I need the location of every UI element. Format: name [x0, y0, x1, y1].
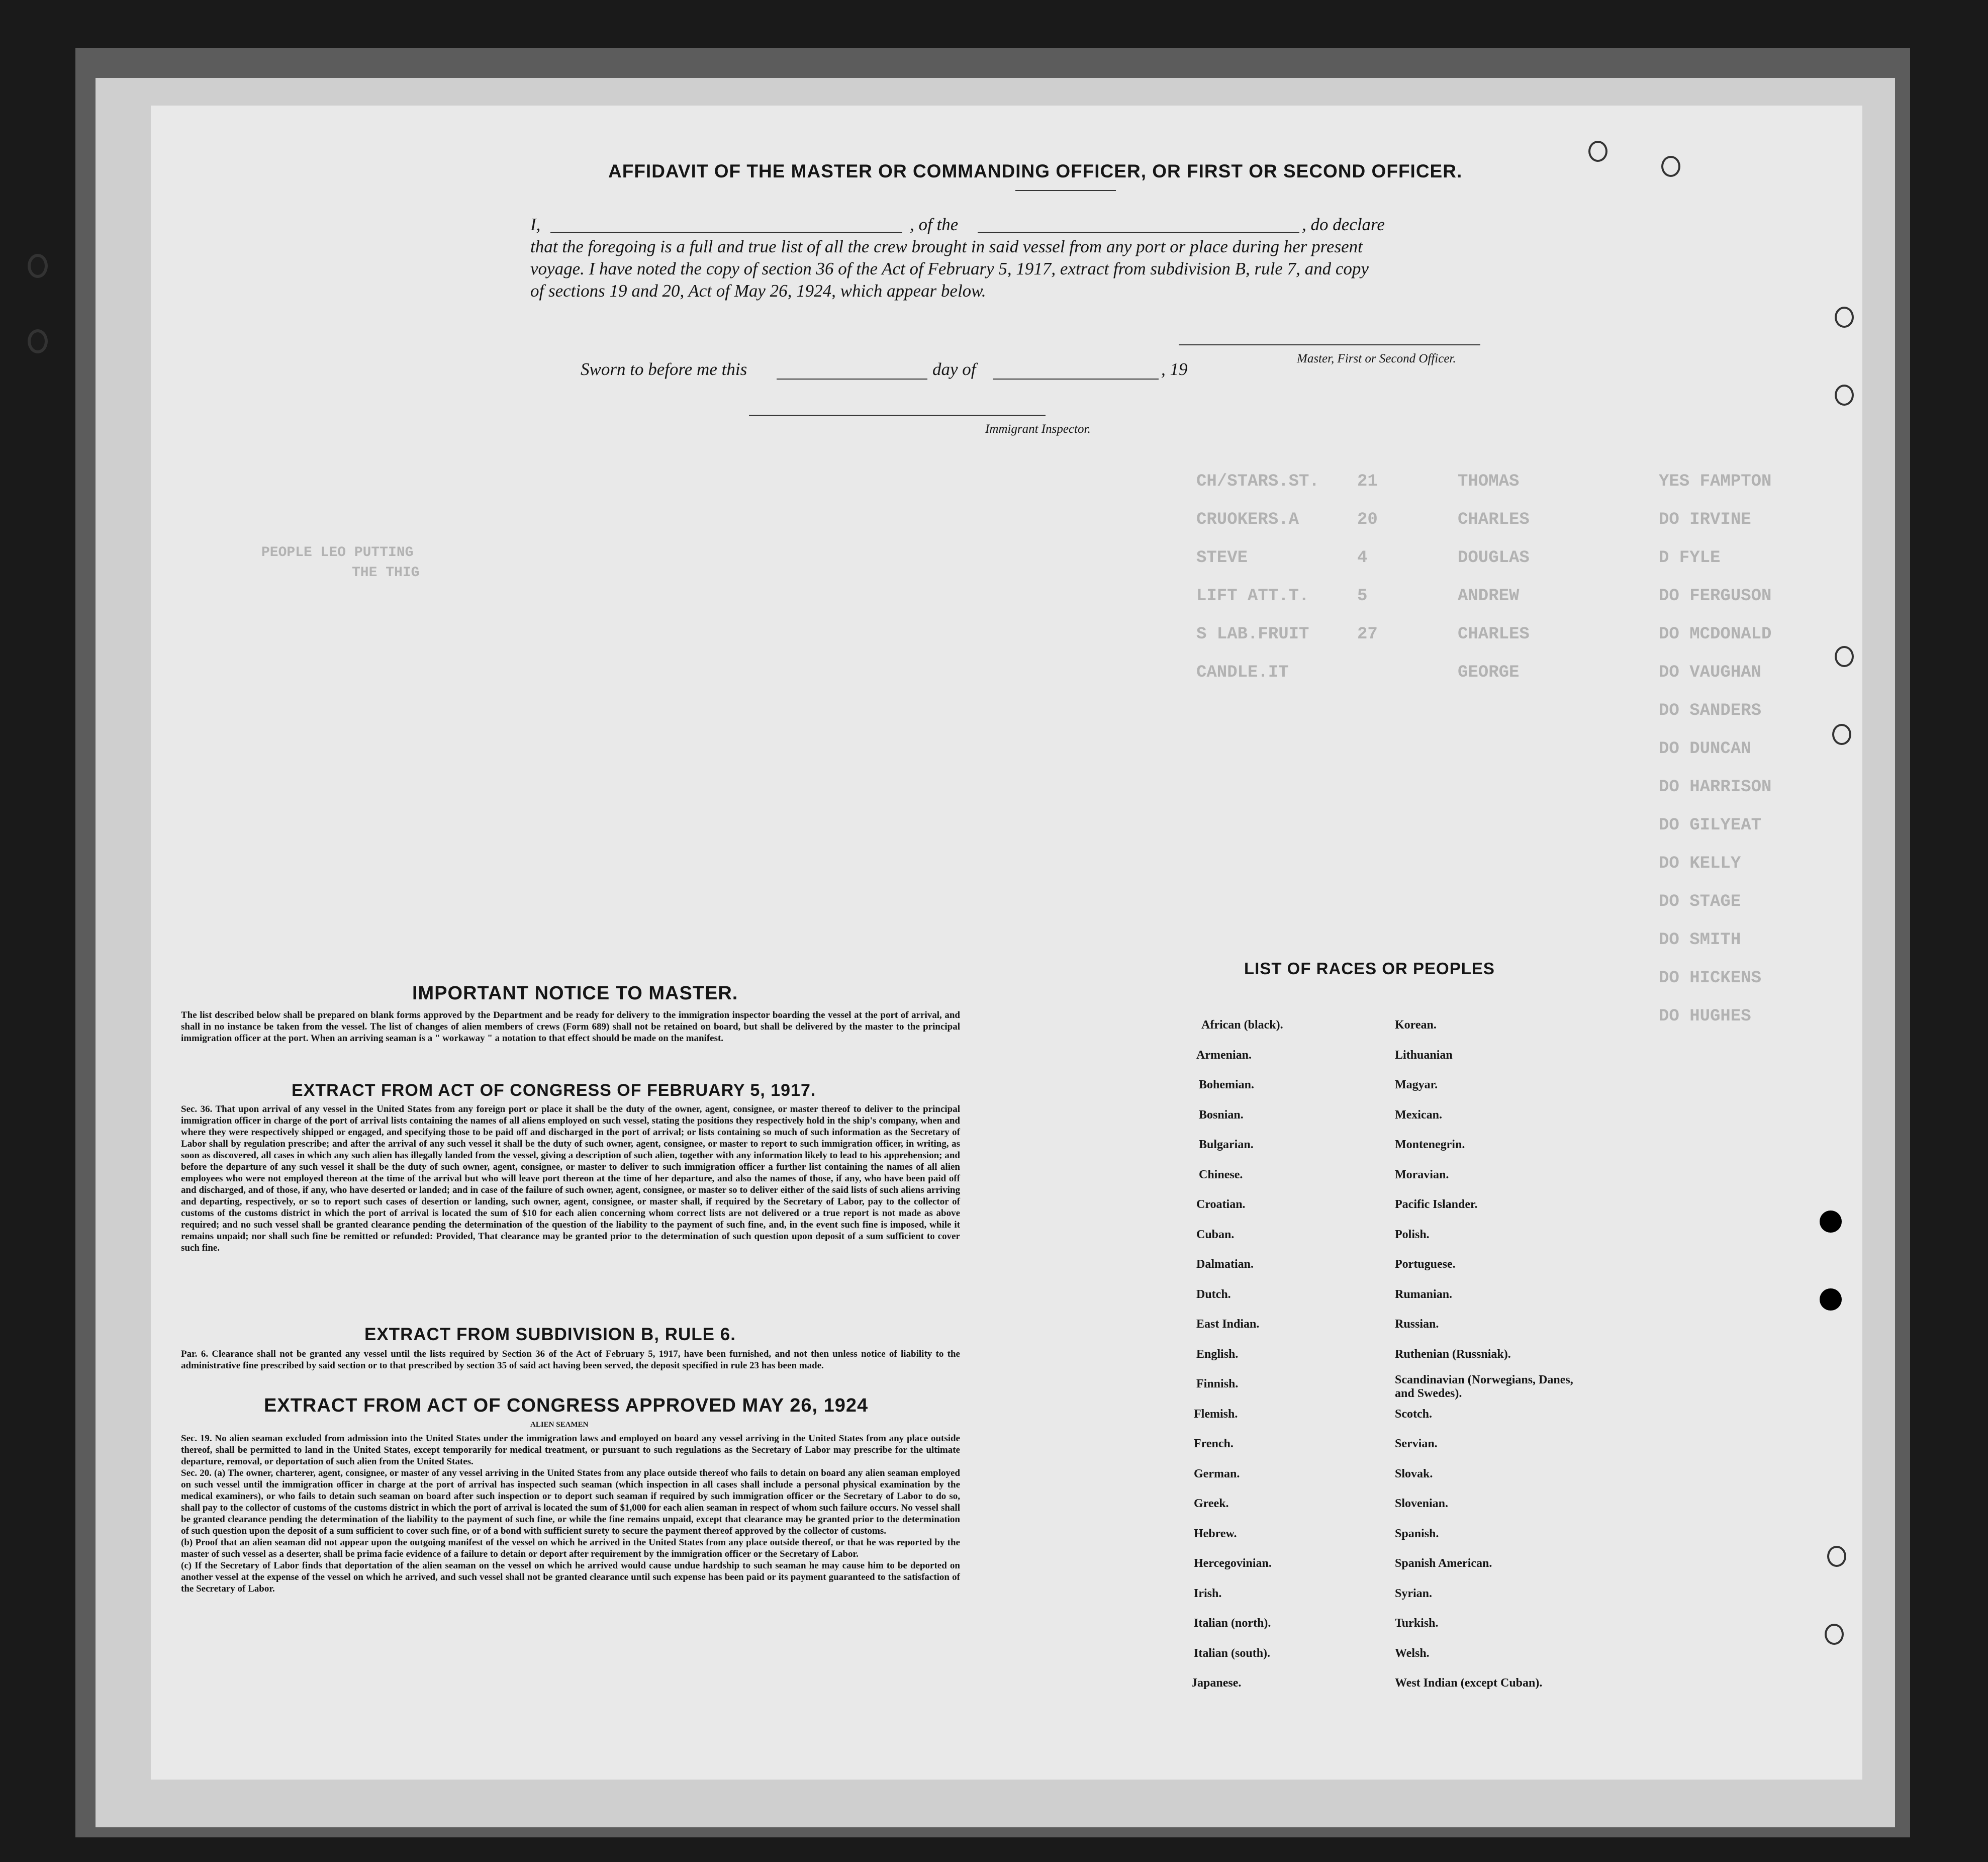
race-item: Servian.	[1395, 1437, 1438, 1450]
punch-hole-ring	[1835, 385, 1854, 406]
race-item: Syrian.	[1395, 1587, 1433, 1600]
race-item: Italian (south).	[1194, 1646, 1271, 1660]
affidavit-line-4: of sections 19 and 20, Act of May 26, 1924, which appear below.	[530, 281, 986, 301]
race-item: French.	[1194, 1437, 1234, 1450]
punch-hole	[1820, 1288, 1842, 1311]
punch-hole	[1820, 1211, 1842, 1233]
race-item: Scotch.	[1395, 1407, 1432, 1421]
race-item: Armenian.	[1196, 1048, 1252, 1062]
race-item: Irish.	[1194, 1587, 1222, 1600]
vessel-name-field[interactable]	[978, 232, 1299, 233]
race-item: Lithuanian	[1395, 1048, 1453, 1062]
race-item: Ruthenian (Russniak).	[1395, 1347, 1511, 1361]
race-item: Italian (north).	[1194, 1617, 1271, 1630]
sec-20b: (b) Proof that an alien seaman did not appear upon the outgoing manifest of the vessel on which he arrived in the United States from any place outside thereof, or that he was reported by the master of such vessel as a deserter, shall be prima facie evidence of a failure to detain or deport after requirement by the immigration officer or the Secretary of Labor.	[181, 1537, 960, 1559]
race-item: East Indian.	[1196, 1318, 1260, 1331]
race-item: Rumanian.	[1395, 1287, 1453, 1301]
race-item: Russian.	[1395, 1318, 1439, 1331]
race-item: Moravian.	[1395, 1168, 1449, 1181]
bleed-through-ages: 21 20 4 5 27	[1357, 472, 1378, 644]
race-item: Japanese.	[1191, 1677, 1242, 1690]
master-label: Master, First or Second Officer.	[1297, 352, 1456, 365]
race-item: Spanish.	[1395, 1527, 1439, 1540]
notice-body: The list described below shall be prepared on blank forms approved by the Department and be ready for delivery to the immigration inspector boarding the vessel at the port of arrival, and shall in no instance be taken from the vessel. The list of changes of alien members of crews (Form 689) shall not be retained on board, but shall be delivered by the master to the principal immigration officer at the port. When an arriving seaman is a " workaway " a notation to that effect should be made on the manifest.	[181, 1010, 960, 1044]
races-left-column	[1191, 1010, 1283, 1699]
race-item: Dalmatian.	[1196, 1258, 1254, 1271]
sec-20c: (c) If the Secretary of Labor finds that deportation of the alien seaman on the vessel on which he arrived would cause undue hardship to such seaman he may cause him to be deported on another vessel at the expense of the vessel on which he arrived, and such vessel shall not be granted clearance until such expense has been paid or its payment guaranteed to the satisfaction of the Secretary of Labor.	[181, 1560, 960, 1594]
race-item: Polish.	[1395, 1228, 1430, 1241]
race-item: African (black).	[1201, 1018, 1283, 1032]
race-item: Bohemian.	[1199, 1078, 1255, 1091]
race-item: Croatian.	[1196, 1198, 1246, 1211]
sec-20a: Sec. 20. (a) The owner, charterer, agent, consignee, or master of any vessel arriving in the United States from any place outside thereof who fails to detain on board any alien seaman employed on such vessel until the immigration officer in charge at the port of arrival has inspected such seaman (which inspection in all cases shall include a personal physical examination by the medical examiners), or who fails to detain such seaman on board after such inspection or to deport such seaman if required by such immigration officer or the Secretary of Labor to do so, shall pay to the collector of customs of the customs district in which the port of arrival is located the sum of $1,000 for each alien seaman in respect of whom such failure occurs. No vessel shall be granted clearance pending the determination of the liability to the payment of such fine, or while the fine remains unpaid, except that clearance may be granted prior to the determination of such question upon the deposit of a sum sufficient to cover such fine, or of a bond with sufficient surety to secure the payment thereof approved by the collector of customs.	[181, 1468, 960, 1536]
extract-1917-title: EXTRACT FROM ACT OF CONGRESS OF FEBRUARY 5, 1917.	[292, 1081, 816, 1100]
sworn-month-field[interactable]	[993, 379, 1159, 380]
affidavit-text	[530, 214, 1661, 302]
race-item: Turkish.	[1395, 1617, 1439, 1630]
master-signature-line[interactable]	[1179, 344, 1480, 345]
race-item: Portuguese.	[1395, 1258, 1456, 1271]
declare-label: , do declare	[1302, 215, 1385, 234]
race-item: Welsh.	[1395, 1646, 1430, 1660]
race-item: Hercegovinian.	[1194, 1557, 1272, 1570]
race-item: Hebrew.	[1194, 1527, 1237, 1540]
race-item: Magyar.	[1395, 1078, 1438, 1091]
declarant-name-field[interactable]	[550, 232, 902, 233]
race-item: Slovenian.	[1395, 1497, 1449, 1510]
binder-hole	[28, 329, 48, 353]
alien-seamen-subtitle: ALIEN SEAMEN	[530, 1421, 589, 1429]
punch-hole-ring	[1832, 724, 1851, 745]
punch-hole-ring	[1588, 141, 1607, 162]
sworn-line	[581, 359, 1335, 382]
race-item: Korean.	[1395, 1018, 1437, 1032]
manifest-page	[151, 106, 1862, 1780]
affidavit-line-2: that the foregoing is a full and true list of all the crew brought in said vessel from any port or place during her present	[530, 237, 1363, 256]
title-rule	[1015, 190, 1116, 191]
race-item: Montenegrin.	[1395, 1138, 1465, 1151]
race-item: English.	[1196, 1347, 1239, 1361]
race-item: Spanish American.	[1395, 1557, 1492, 1570]
year-label: , 19	[1161, 359, 1188, 379]
race-item: Finnish.	[1196, 1377, 1239, 1390]
races-right-column	[1395, 1010, 1606, 1699]
races-title: LIST OF RACES OR PEOPLES	[1244, 959, 1495, 978]
affidavit-title: AFFIDAVIT OF THE MASTER OR COMMANDING OFFICER, OR FIRST OR SECOND OFFICER.	[608, 161, 1463, 181]
race-item: Cuban.	[1196, 1228, 1235, 1241]
race-item: Slovak.	[1395, 1467, 1433, 1480]
race-item: Bulgarian.	[1199, 1138, 1254, 1151]
notice-title: IMPORTANT NOTICE TO MASTER.	[412, 983, 738, 1004]
race-item: German.	[1194, 1467, 1240, 1480]
race-item: Greek.	[1194, 1497, 1229, 1510]
bleed-through-stations: CH/STARS.ST. CRUOKERS.A STEVE LIFT ATT.T. S LAB.FRUIT CANDLE.IT	[1196, 472, 1319, 682]
punch-hole-ring	[1835, 646, 1854, 667]
race-item: Bosnian.	[1199, 1108, 1244, 1122]
bleed-through-note: PEOPLE LEO PUTTING THE THIG	[261, 545, 420, 581]
sec-19: Sec. 19. No alien seaman excluded from admission into the United States under the immigration laws and employed on board any vessel arriving in the United States from any place outside thereof, shall be permitted to land in the United States, except temporarily for medical treatment, or pursuant to such regulations as the Secretary of Labor may prescribe for the ultimate departure, removal, or deportation of such alien from the United States.	[181, 1433, 960, 1467]
rule6-body: Par. 6. Clearance shall not be granted any vessel until the lists required by Section 36 of the Act of February 5, 1917, have been furnished, and not then unless notice of liability to the administrative fine prescribed by said section or to that prescribed by section 35 of said act having been served, the deposit specified in rule 23 has been made.	[181, 1349, 960, 1371]
race-item: Dutch.	[1196, 1287, 1231, 1301]
inspector-label: Immigrant Inspector.	[985, 422, 1091, 436]
race-item: Scandinavian (Norwegians, Danes, and Swedes).	[1395, 1373, 1573, 1400]
race-item: Chinese.	[1199, 1168, 1243, 1181]
inspector-signature-line[interactable]	[749, 415, 1046, 416]
punch-hole-ring	[1827, 1546, 1846, 1567]
sworn-day-field[interactable]	[777, 379, 927, 380]
extract-1924-body	[181, 1433, 960, 1595]
punch-hole-ring	[1825, 1624, 1844, 1645]
binder-hole	[28, 254, 48, 278]
of-the-label: , of the	[910, 215, 959, 234]
punch-hole-ring	[1661, 156, 1680, 177]
rule6-title: EXTRACT FROM SUBDIVISION B, RULE 6.	[364, 1325, 736, 1344]
race-item: Pacific Islander.	[1395, 1198, 1478, 1211]
bleed-through-text: YES FAMPTON DO IRVINE D FYLE DO FERGUSON DO MCDONALD DO VAUGHAN DO SANDERS DO DUNCAN DO HARRISON DO GILYEAT DO KELLY DO STAGE DO SMITH DO HICKENS DO HUGHES	[1659, 472, 1772, 1026]
affidavit-line-3: voyage. I have noted the copy of section 36 of the Act of February 5, 1917, extract from subdivision B, rule 7, and copy	[530, 259, 1369, 278]
race-item: Flemish.	[1194, 1407, 1238, 1421]
extract-1924-title: EXTRACT FROM ACT OF CONGRESS APPROVED MAY 26, 1924	[264, 1395, 869, 1416]
declarant-prefix: I,	[530, 215, 541, 234]
race-item: West Indian (except Cuban).	[1395, 1677, 1543, 1690]
sworn-label: Sworn to before me this	[581, 359, 747, 379]
extract-1917-body: Sec. 36. That upon arrival of any vessel in the United States from any foreign port or place it shall be the duty of the owner, agent, consignee, or master thereof to deliver to the principal immigration officer in charge of the port of arrival lists containing the names of all aliens employed on such vessel, stating the positions they respectively hold in the ship's company, when and where they were respectively shipped or engaged, and specifying those to be paid off and discharged in the port of arrival; or lists containing so much of such information as the Secretary of Labor shall by regulation prescribe; and after the arrival of any such vessel it shall be the duty of such owner, agent, consignee, or master to report to such immigration officer, in writing, as soon as discovered, all cases in which any such alien has illegally landed from the vessel, giving a description of such alien, together with any information likely to lead to his apprehension; and before the departure of any such vessel it shall be the duty of such owner, agent, consignee, or master to deliver to such immigration officer a further list containing the names of all alien employees who were not employed thereon at the time of the arrival but who will leave port thereon at the time of her departure, and also the names of those, if any, who have been paid off and discharged, and of those, if any, who have deserted or landed; and in case of the failure of such owner, agent, consignee, or master so to deliver either of the said lists of such aliens arriving and departing, respectively, or so to report such cases of desertion or landing, such owner, agent, consignee, or master shall, if required by the Secretary of Labor, pay to the collector of customs of the customs district in which the port of arrival is located the sum of $10 for each alien concerning whom correct lists are not delivered or a true report is not made as above required; and no such vessel shall be granted clearance pending the determination of the question of the liability to the payment of such fine, and, in the event such fine is imposed, while it remains unpaid; nor shall such fine be remitted or refunded: Provided, That clearance may be granted prior to the determination of such question upon deposit of a sum sufficient to cover such fine.	[181, 1104, 960, 1253]
day-of-label: day of	[932, 359, 976, 379]
punch-hole-ring	[1835, 307, 1854, 328]
bleed-through-given: THOMAS CHARLES DOUGLAS ANDREW CHARLES GEORGE	[1458, 472, 1530, 682]
race-item: Mexican.	[1395, 1108, 1442, 1122]
